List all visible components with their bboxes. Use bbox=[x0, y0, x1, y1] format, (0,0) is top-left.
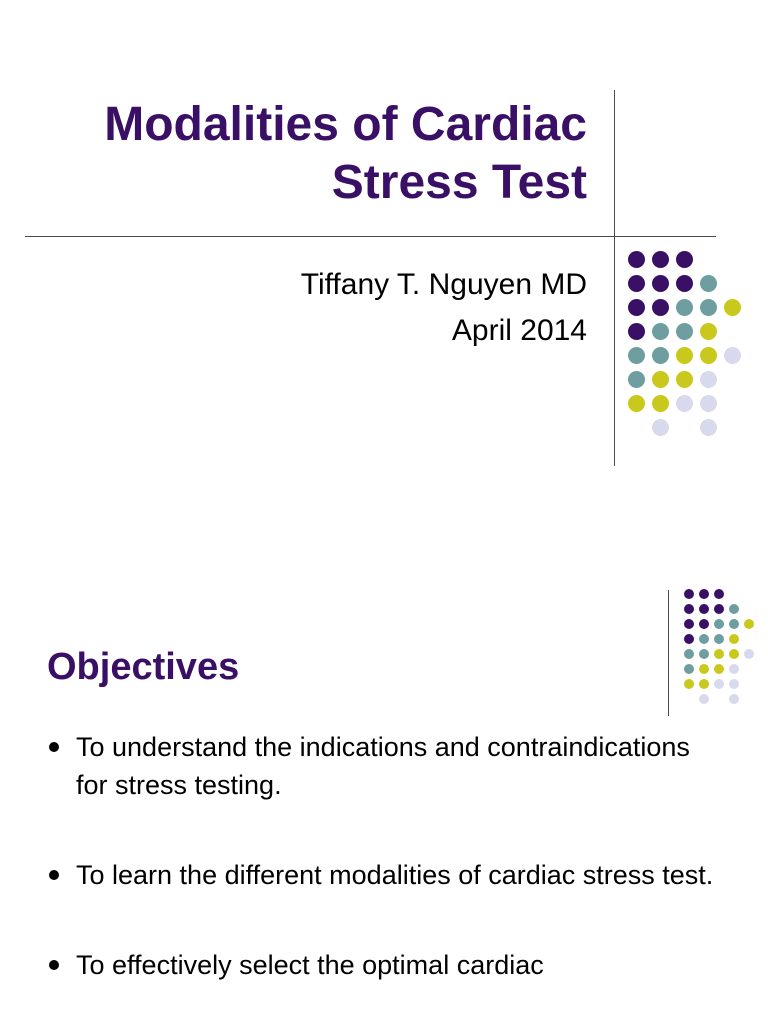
dot-yellow bbox=[676, 371, 693, 388]
dot-yellow bbox=[699, 679, 709, 689]
dot-yellow bbox=[628, 395, 645, 412]
dot-lavender bbox=[700, 371, 717, 388]
dot-purple bbox=[652, 251, 669, 268]
bullet-icon bbox=[49, 960, 59, 970]
dot-lavender bbox=[729, 679, 739, 689]
dot-teal bbox=[714, 634, 724, 644]
objective-text: To learn the different modalities of cardiac stress test. bbox=[76, 860, 714, 890]
dot-lavender bbox=[729, 664, 739, 674]
dot-purple bbox=[628, 323, 645, 340]
vertical-divider bbox=[668, 590, 669, 716]
dot-lavender bbox=[676, 395, 693, 412]
dot-yellow bbox=[676, 347, 693, 364]
dot-yellow bbox=[700, 323, 717, 340]
objectives-list bbox=[47, 728, 727, 1036]
dot-purple bbox=[699, 619, 709, 629]
slide-subtitle bbox=[167, 262, 587, 354]
dot-lavender bbox=[744, 649, 754, 659]
dot-purple bbox=[684, 634, 694, 644]
dot-lavender bbox=[714, 679, 724, 689]
dot-yellow bbox=[714, 664, 724, 674]
dot-purple bbox=[652, 275, 669, 292]
dot-yellow bbox=[729, 649, 739, 659]
dot-lavender bbox=[700, 395, 717, 412]
dot-teal bbox=[652, 323, 669, 340]
slide-title-line-2: Stress Test bbox=[331, 156, 587, 209]
dot-teal bbox=[628, 371, 645, 388]
dot-teal bbox=[699, 649, 709, 659]
dot-purple bbox=[714, 589, 724, 599]
dot-yellow bbox=[652, 371, 669, 388]
dot-purple bbox=[628, 275, 645, 292]
dot-purple bbox=[684, 604, 694, 614]
dot-purple bbox=[676, 251, 693, 268]
dot-purple bbox=[628, 299, 645, 316]
dot-purple bbox=[699, 604, 709, 614]
dot-yellow bbox=[729, 634, 739, 644]
dot-purple bbox=[699, 589, 709, 599]
dot-teal bbox=[700, 299, 717, 316]
dot-teal bbox=[652, 347, 669, 364]
dot-yellow bbox=[684, 679, 694, 689]
dot-purple bbox=[676, 275, 693, 292]
dot-yellow bbox=[744, 619, 754, 629]
dot-yellow bbox=[724, 299, 741, 316]
objective-item bbox=[47, 946, 727, 984]
horizontal-divider bbox=[25, 236, 716, 237]
dot-yellow bbox=[700, 347, 717, 364]
slide-title bbox=[27, 96, 587, 212]
dot-purple bbox=[628, 251, 645, 268]
objective-item bbox=[47, 728, 727, 804]
dot-yellow bbox=[714, 649, 724, 659]
dot-purple bbox=[684, 589, 694, 599]
dot-purple bbox=[714, 604, 724, 614]
bullet-icon bbox=[49, 742, 59, 752]
objective-text: To understand the indications and contraindications for stress testing. bbox=[76, 732, 690, 800]
dot-teal bbox=[676, 323, 693, 340]
bullet-icon bbox=[49, 870, 59, 880]
dot-teal bbox=[628, 347, 645, 364]
dot-teal bbox=[729, 604, 739, 614]
dot-teal bbox=[729, 619, 739, 629]
dot-teal bbox=[714, 619, 724, 629]
dot-teal bbox=[676, 299, 693, 316]
section-heading: Objectives bbox=[47, 646, 240, 688]
dot-purple bbox=[652, 299, 669, 316]
dot-teal bbox=[684, 664, 694, 674]
slide-title-line-1: Modalities of Cardiac bbox=[104, 98, 587, 151]
dot-lavender bbox=[729, 694, 739, 704]
presentation-date: April 2014 bbox=[451, 314, 587, 347]
dot-lavender bbox=[724, 347, 741, 364]
vertical-divider bbox=[614, 90, 615, 466]
dot-teal bbox=[699, 634, 709, 644]
author-name: Tiffany T. Nguyen MD bbox=[300, 268, 587, 301]
objectives-slide bbox=[0, 560, 768, 1024]
dot-yellow bbox=[652, 395, 669, 412]
dot-lavender bbox=[652, 419, 669, 436]
dot-yellow bbox=[699, 664, 709, 674]
dot-teal bbox=[684, 649, 694, 659]
dot-purple bbox=[684, 619, 694, 629]
dot-lavender bbox=[700, 419, 717, 436]
dot-lavender bbox=[699, 694, 709, 704]
dot-teal bbox=[700, 275, 717, 292]
objective-item bbox=[47, 856, 727, 894]
objective-text: To effectively select the optimal cardiac bbox=[76, 950, 544, 980]
